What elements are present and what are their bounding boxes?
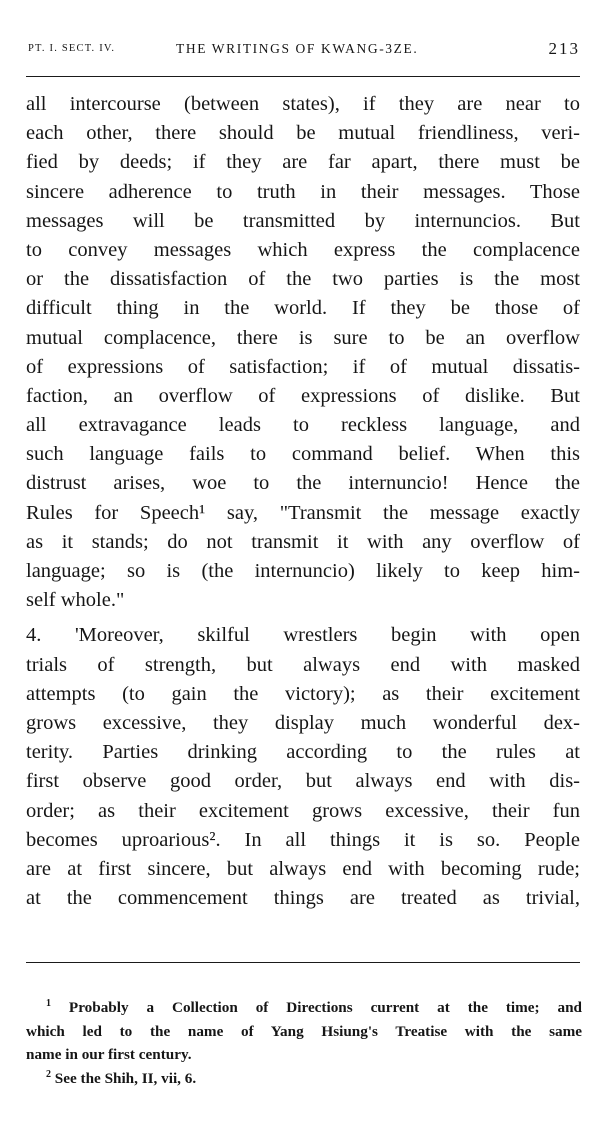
header-rule [26,76,580,77]
text-line: order; as their excitement grows excessive, their fun [26,799,580,822]
footnote-2-text: See the Shih, II, vii, 6. [54,1069,197,1087]
text-line: self whole." [26,589,125,612]
footnote-1-text: Probably a Collection of Directions current at the time; and [68,999,582,1016]
text-line: difficult thing in the world. If they be those of [26,297,580,320]
text-line: becomes uproarious². In all things it is so. People [26,828,580,851]
footnote-2-marker: 2 [46,1068,51,1080]
text-line: first observe good order, but always end with dis- [26,770,580,793]
text-line: 4. 'Moreover, skilful wrestlers begin with open [26,624,580,647]
text-line: faction, an overflow of expressions of dislike. But [26,384,580,407]
text-line: attempts (to gain the victory); as their excitement [26,682,580,705]
text-line: distrust arises, woe to the internuncio! Hence the [26,472,580,495]
text-line: fied by deeds; if they are far apart, there must be [26,151,580,174]
text-line: such language fails to command belief. When this [26,443,580,466]
text-line: or the dissatisfaction of the two parties is the most [26,268,580,291]
footnote-1-line [26,996,582,1020]
text-line: are at first sincere, but always end with becoming rude; [26,857,580,880]
text-line: to convey messages which express the complacence [26,238,580,261]
text-line: all extravagance leads to reckless language, and [26,414,580,437]
footnote-2-line [26,1067,582,1091]
text-line: of expressions of satisfaction; if of mutual dissatis- [26,355,580,378]
page-number: 213 [548,39,580,58]
text-line: mutual complacence, there is sure to be an overflow [26,326,580,349]
footnote-1-line: name in our first century. [26,1046,192,1063]
running-head-section: PT. I. SECT. IV. [28,43,116,54]
text-line: grows excessive, they display much wonderful dex- [26,711,580,734]
text-line: trials of strength, but always end with masked [26,653,580,676]
text-line: sincere adherence to truth in their messages. Those [26,180,580,203]
text-line: messages will be transmitted by internuncios. But [26,209,580,232]
footnotes [26,996,582,1090]
text-line: terity. Parties drinking according to the rules at [26,741,580,764]
running-head [28,38,580,60]
body-text [26,90,580,913]
text-line: each other, there should be mutual friendliness, veri- [26,122,580,145]
running-head-title: THE WRITINGS OF KWANG-3ZE. [176,41,419,56]
footnote-1-marker: 1 [46,997,51,1009]
text-line: at the commencement things are treated as trivial, [26,887,580,910]
footnote-1-line: which led to the name of Yang Hsiung's Treatise with the same [26,1022,582,1040]
text-line: as it stands; do not transmit it with any overflow of [26,530,580,553]
text-line: all intercourse (between states), if they are near to [26,93,580,115]
footnote-rule [26,962,580,963]
text-line: Rules for Speech¹ say, "Transmit the message exactly [26,501,580,524]
text-line: language; so is (the internuncio) likely to keep him- [26,560,580,582]
